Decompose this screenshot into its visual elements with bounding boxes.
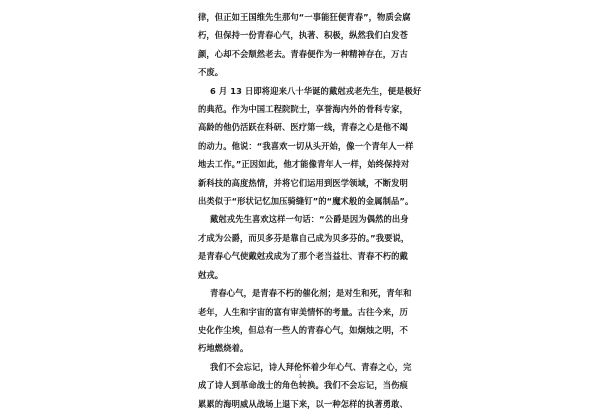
text-line: 新科技的高度热情，并将它们运用到医学领域，不断发明 xyxy=(198,177,408,188)
body-text xyxy=(198,8,422,413)
text-line: 朽，但保持一份青春心气，执著、积极，纵然我们白发苍 xyxy=(198,30,408,41)
text-line: 成了诗人到革命战士的角色转换。我们不会忘记，当伤痕 xyxy=(198,380,408,391)
paragraph-2 xyxy=(198,82,422,211)
text-line: 高龄的他仍活跃在科研、医疗第一线，青春之心是他不竭 xyxy=(198,122,408,133)
text-line: 戴尅戎先生喜欢这样一句话：“公爵是因为偶然的出身 xyxy=(210,214,409,225)
text-line: 6 月 13 日即将迎来八十华诞的戴尅戎老先生，便是极好 xyxy=(210,85,422,96)
text-line: 颜，心却不会颓然老去。青春便作为一种精神存在，万古 xyxy=(198,48,408,59)
text-line: 不废。 xyxy=(198,67,224,78)
text-line: 老年，人生和宇宙的富有审美情怀的考量。古往今来，历 xyxy=(198,306,408,317)
paragraph-3 xyxy=(198,210,410,284)
paragraph-4 xyxy=(198,284,412,358)
text-line: 的动力。他说：“我喜欢一切从头开始，像一个青年人一样 xyxy=(198,140,414,151)
paragraph-5 xyxy=(198,358,412,413)
page-number: 3 xyxy=(298,374,302,379)
text-line: 的典范。作为中国工程院院士，享誉海内外的骨科专家， xyxy=(198,104,408,115)
text-line: 朽地燃烧着。 xyxy=(198,343,249,354)
text-line: 青春心气，是青春不朽的催化剂；是对生和死，青年和 xyxy=(210,288,412,299)
text-line: 我们不会忘记，诗人拜伦怀着少年心气、青春之心，完 xyxy=(210,361,412,372)
text-line: 累累的海明威从战场上退下来，以一种怎样的执著勇敢、 xyxy=(198,398,408,409)
text-line: 尅戎。 xyxy=(198,269,224,280)
paragraph-1 xyxy=(198,8,411,82)
text-line: 才成为公爵，而贝多芬是靠自己成为贝多芬的。”我要说， xyxy=(198,232,410,243)
text-line: 史化作尘埃，但总有一些人的青春心气，如炯烛之明，不 xyxy=(198,324,408,335)
text-line: 出类似于“形状记忆加压骑缝钉”的“魔术般的金属制品”。 xyxy=(198,196,414,207)
text-line: 律，但正如王国维先生那句“一事能狂便青春”，物质会腐 xyxy=(198,12,411,22)
text-line: 地去工作。”正因如此，他才能像青年人一样，始终保持对 xyxy=(198,159,410,170)
text-line: 是青春心气使戴尅戎成为了那个老当益壮、青春不朽的戴 xyxy=(198,251,408,262)
